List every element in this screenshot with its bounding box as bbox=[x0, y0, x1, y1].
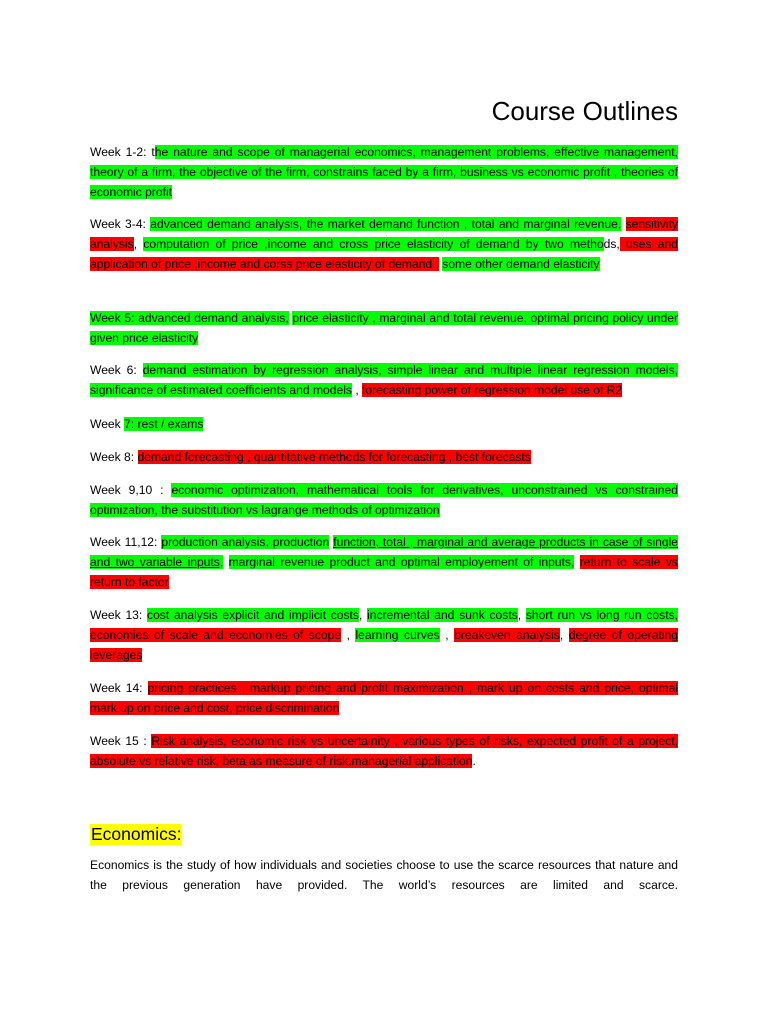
week-label: Week 6: bbox=[90, 363, 137, 377]
topic-text bbox=[621, 217, 625, 231]
topic-green-highlight: economic optimization, mathematical tools for derivatives, unconstrained vs constrained optimization, the substitution vs lagrange methods of optimization bbox=[90, 483, 678, 517]
topic-green-highlight: cost analysis explicit and implicit costs bbox=[147, 608, 359, 622]
topic-text: . bbox=[472, 754, 476, 768]
topic-green-highlight: price elasticity , marginal and total revenue, optimal pricing policy under given price elasticity bbox=[90, 311, 678, 345]
topic-green-highlight: incremental and sunk costs bbox=[367, 608, 518, 622]
week-label: Week 3-4: bbox=[90, 217, 146, 231]
week-label: Week 13: bbox=[90, 608, 143, 622]
topic-text bbox=[574, 555, 579, 569]
section-heading-economics: Economics: bbox=[91, 824, 182, 844]
topic-green-highlight: marginal revenue product and optimal employement of inputs, bbox=[228, 555, 575, 569]
week-label: Week 14: bbox=[90, 681, 143, 695]
week-label: Week 9,10 : bbox=[90, 483, 164, 497]
topic-red-highlight: return to scale vs return to factor bbox=[90, 555, 678, 589]
topic-green-highlight: Week 5: advanced demand analysis, bbox=[90, 311, 289, 325]
topic-text: , bbox=[133, 237, 144, 251]
topic-green-highlight: production analysis, production bbox=[161, 535, 330, 549]
week-9-10 bbox=[90, 480, 678, 520]
topic-text: t bbox=[146, 145, 155, 159]
topic-red-highlight: Risk analysis, economic risk vs uncertainity , various types of risks, expected profit of a project, absolute vs relative risk, beta as measure of risk,managerial application bbox=[90, 734, 678, 768]
topic-text: , bbox=[559, 628, 569, 642]
topic-text: , bbox=[517, 608, 526, 622]
topic-green-highlight: 7: rest / exams bbox=[124, 417, 204, 431]
topic-red-highlight: breakeven analysis bbox=[454, 628, 560, 642]
week-7 bbox=[90, 414, 678, 434]
topic-green-highlight: short run vs long run costs, bbox=[525, 608, 678, 622]
economics-paragraph: Economics is the study of how individuals and societies choose to use the scarce resources that nature and the previous generation have provided. The world’s resources are limited and scarce. bbox=[90, 858, 678, 892]
topic-text bbox=[137, 363, 143, 377]
week-13 bbox=[90, 605, 678, 665]
topic-green-highlight: advanced demand analysis, the market demand function , total and marginal revenue, bbox=[150, 217, 622, 231]
topic-red-highlight: demand forecasting , quantitative methods for forecasting , best forecasts bbox=[137, 450, 531, 464]
topic-red-highlight: uses and application of price ,income and corss price elasticity of demand , bbox=[90, 237, 678, 271]
week-8 bbox=[90, 447, 678, 467]
topic-red-highlight: economies of scale and economies of scope bbox=[90, 628, 342, 642]
topic-green-highlight: learning curves bbox=[355, 628, 440, 642]
topic-text: , bbox=[358, 608, 368, 622]
topic-text bbox=[223, 555, 228, 569]
week-label: Week 15 : bbox=[90, 734, 147, 748]
week-label: Week 1-2: bbox=[90, 145, 147, 159]
topic-text bbox=[143, 681, 148, 695]
topic-red-highlight: sensitivity analysis bbox=[90, 217, 678, 251]
topic-text: , bbox=[341, 628, 356, 642]
week-label: Week 11,12: bbox=[90, 535, 158, 549]
topic-text: , bbox=[351, 383, 363, 397]
topic-red-highlight: degree of operating leverages bbox=[90, 628, 678, 662]
week-15 bbox=[90, 731, 678, 771]
topic-green-highlight: some other demand elasticity bbox=[442, 257, 600, 271]
week-6 bbox=[90, 360, 678, 400]
topic-text: , bbox=[439, 628, 455, 642]
topic-red-highlight: pricing practices , markup pricing and profit maximization , mark up on costs and price, optimal mark up on price and cost, price discrimination bbox=[90, 681, 678, 715]
topic-green-highlight: demand estimation by regression analysis, simple linear and multiple linear regression models, significance of estimated coefficients and models bbox=[90, 363, 678, 397]
week-label: Week 8: bbox=[90, 450, 135, 464]
page-title: Course Outlines bbox=[491, 96, 678, 126]
week-3-4 bbox=[90, 214, 678, 274]
topic-green-highlight: he nature and scope of managerial economics, management problems, effective management, theory of a firm, the objective of the firm, constrains faced by a firm, business vs economic profit , theories of economic profit bbox=[90, 145, 678, 199]
topic-green-highlight: function, total , marginal and average products in case of single and two variable inputs, bbox=[90, 535, 678, 569]
week-11-12 bbox=[90, 532, 678, 592]
topic-red-highlight: forecasting power of regression model use of R2 bbox=[362, 383, 623, 397]
week-14 bbox=[90, 678, 678, 718]
week-5 bbox=[90, 308, 678, 348]
week-1-2 bbox=[90, 142, 678, 202]
week-label: Week bbox=[90, 417, 121, 431]
topic-text: ds, bbox=[603, 237, 620, 251]
topic-green-highlight: computation of price ,income and cross price elasticity of demand by two metho bbox=[143, 237, 604, 251]
